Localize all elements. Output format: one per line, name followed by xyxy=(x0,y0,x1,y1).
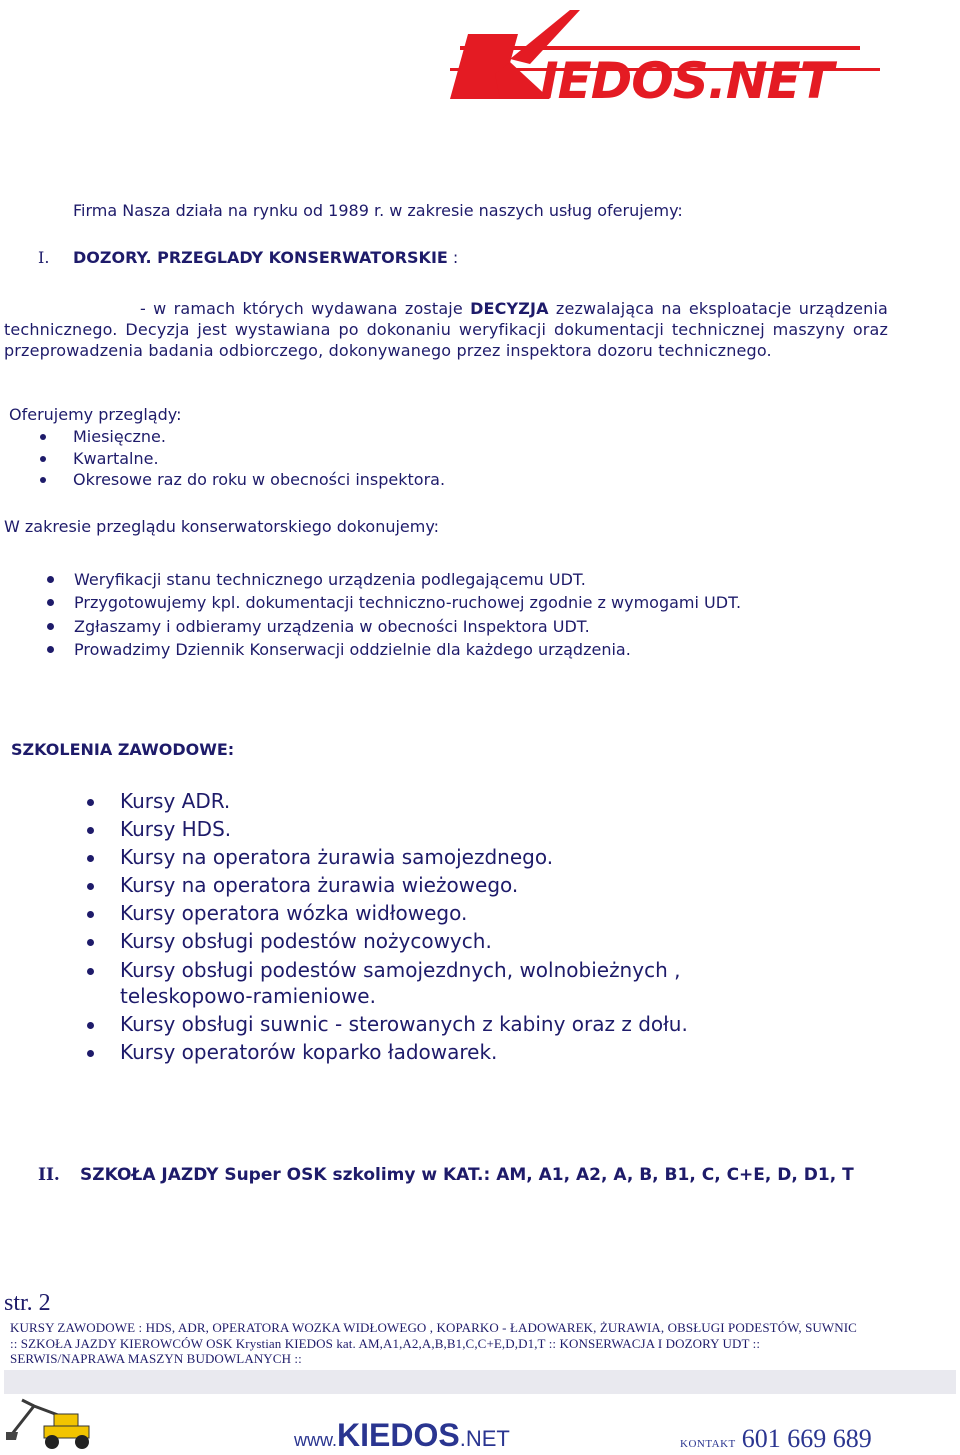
training-title: SZKOLENIA ZAWODOWE: xyxy=(11,740,235,759)
kiedos-logo xyxy=(440,4,890,104)
bullet-icon xyxy=(87,883,94,890)
scope-list xyxy=(74,568,741,661)
footer-line: :: SZKOŁA JAZDY KIEROWCÓW OSK Krystian KIEDOS kat. AM,A1,A2,A,B,B1,C,C+E,D,D1,T :: KONSERWACJA I DOZORY UDT :: xyxy=(10,1335,761,1351)
decision-paragraph xyxy=(4,298,888,361)
bullet-icon xyxy=(47,646,54,653)
list-item: Kursy obsługi suwnic - sterowanych z kabiny oraz z dołu. xyxy=(120,1011,690,1038)
list-item: Kwartalne. xyxy=(73,448,445,470)
list-item: Kursy na operatora żurawia samojezdnego. xyxy=(120,844,760,871)
page-number: str. 2 xyxy=(4,1290,51,1316)
bullet-icon xyxy=(40,434,46,440)
footer-line: KURSY ZAWODOWE : HDS, ADR, OPERATORA WOZKA WIDŁOWEGO , KOPARKO - ŁADOWAREK, ŻURAWIA, OBSŁUGI PODESTÓW, SUWNIC xyxy=(10,1320,857,1335)
list-item: Kursy HDS. xyxy=(120,816,760,843)
training-list xyxy=(120,788,760,1067)
bullet-icon xyxy=(87,968,94,975)
list-item: Kursy operatorów koparko ładowarek. xyxy=(120,1039,760,1066)
bullet-icon xyxy=(47,599,54,606)
paragraph-rest: zezwalająca na eksploatacje urządzenia technicznego. Decyzja jest wystawiana po dokonaniu weryfikacji dokumentacji technicznej maszyny oraz przeprowadzenia badania odbiorczego, dokonywanego przez inspektora dozoru technicznego. xyxy=(4,299,888,360)
section-1-title-colon: : xyxy=(447,248,459,267)
section-1-number: I. xyxy=(38,248,50,267)
bullet-icon xyxy=(47,576,54,583)
bullet-icon xyxy=(87,827,94,834)
section-1-title xyxy=(73,248,458,267)
offer-label: Oferujemy przeglądy: xyxy=(9,405,182,424)
section-2-title: SZKOŁA JAZDY Super OSK szkolimy w KAT.: AM, A1, A2, A, B, B1, C, C+E, D, D1, T xyxy=(80,1165,854,1185)
footer-band xyxy=(4,1370,956,1394)
bullet-icon xyxy=(87,939,94,946)
list-item: Przygotowujemy kpl. dokumentacji techniczno-ruchowej zgodnie z wymogami UDT. xyxy=(74,591,741,614)
list-item: Okresowe raz do roku w obecności inspektora. xyxy=(73,469,445,491)
bullet-icon xyxy=(47,623,54,630)
section-2-number: II. xyxy=(38,1165,60,1185)
bullet-icon xyxy=(87,911,94,918)
list-item: Kursy ADR. xyxy=(120,788,760,815)
contact-label: KONTAKT xyxy=(680,1438,736,1450)
intro-text: Firma Nasza działa na rynku od 1989 r. w zakresie naszych usług oferujemy: xyxy=(73,201,683,220)
footer-line: SERWIS/NAPRAWA MASZYN BUDOWLANYCH :: xyxy=(10,1351,302,1366)
list-item: Miesięczne. xyxy=(73,426,445,448)
footer-services xyxy=(10,1320,950,1367)
section-1-title-text: DOZORY. PRZEGLADY KONSERWATORSKIE xyxy=(73,248,448,267)
list-item: Prowadzimy Dziennik Konserwacji oddzielnie dla każdego urządzenia. xyxy=(74,638,741,661)
website-link[interactable]: www.KIEDOS.NET xyxy=(294,1417,510,1453)
bullet-icon xyxy=(40,456,46,462)
bullet-icon xyxy=(87,799,94,806)
offer-list xyxy=(73,426,445,491)
svg-text:IEDOS.NET: IEDOS.NET xyxy=(540,52,833,104)
loader-machine-icon xyxy=(4,1396,99,1451)
bullet-icon xyxy=(40,477,46,483)
list-item: Weryfikacji stanu technicznego urządzenia podlegającemu UDT. xyxy=(74,568,741,591)
paragraph-bold-decyzja: DECYZJA xyxy=(470,299,549,318)
list-item: Zgłaszamy i odbieramy urządzenia w obecności Inspektora UDT. xyxy=(74,615,741,638)
bullet-icon xyxy=(87,1050,94,1057)
list-item: Kursy obsługi podestów samojezdnych, wolnobieżnych , teleskopowo-ramieniowe. xyxy=(120,957,730,1010)
list-item: Kursy operatora wózka widłowego. xyxy=(120,900,760,927)
bullet-icon xyxy=(87,1022,94,1029)
list-item: Kursy na operatora żurawia wieżowego. xyxy=(120,872,760,899)
scope-label: W zakresie przeglądu konserwatorskiego dokonujemy: xyxy=(4,517,440,536)
bullet-icon xyxy=(87,855,94,862)
paragraph-lead: - w ramach których wydawana zostaje xyxy=(140,299,471,318)
list-item: Kursy obsługi podestów nożycowych. xyxy=(120,928,760,955)
contact-number: 601 669 689 xyxy=(741,1424,872,1453)
contact-phone xyxy=(680,1424,872,1454)
